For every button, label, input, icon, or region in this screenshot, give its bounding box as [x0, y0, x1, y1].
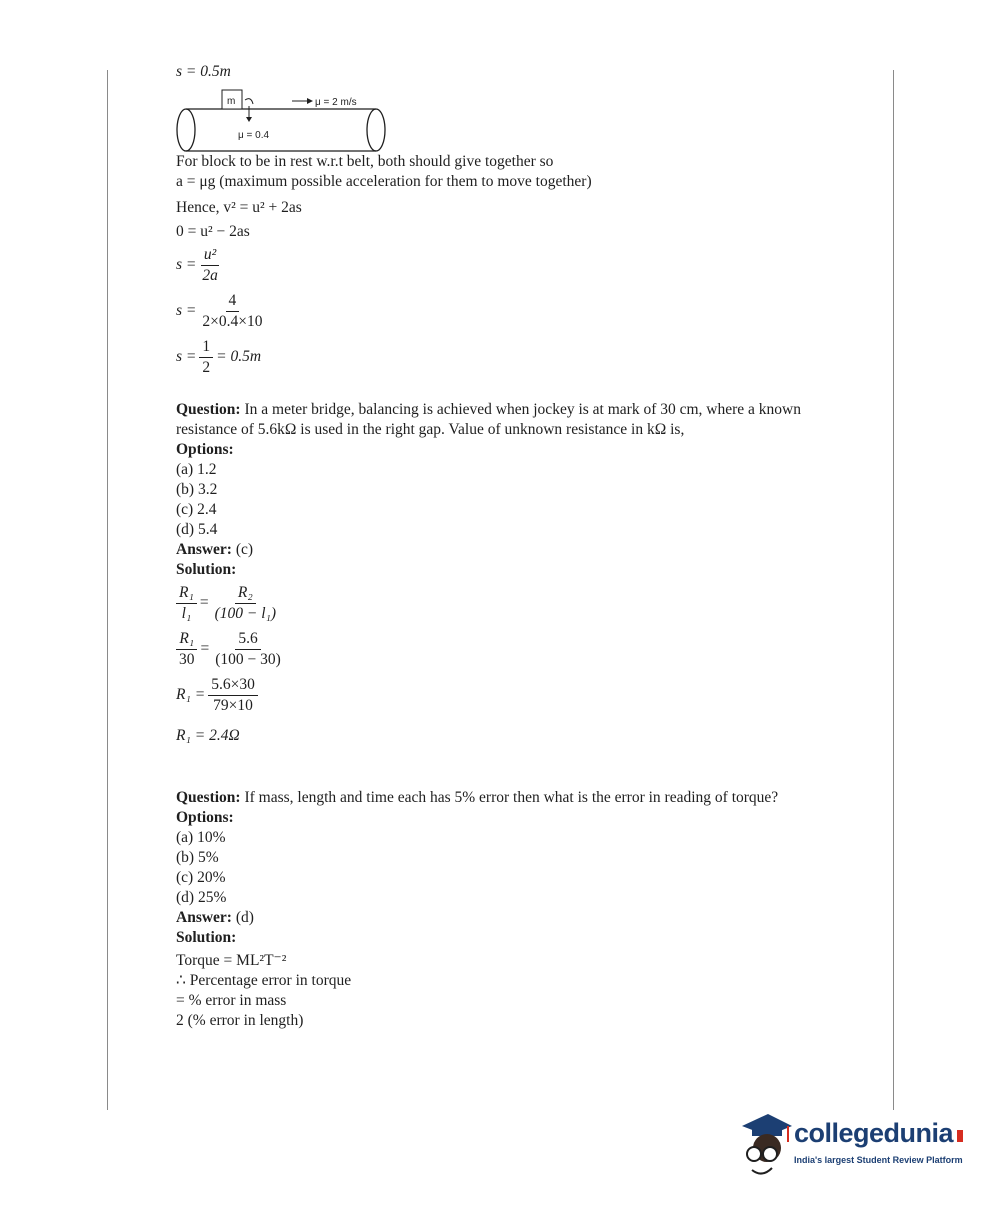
denominator: (100 − l₁)	[214, 604, 277, 622]
answer-line	[176, 540, 836, 560]
option-c: (c) 2.4	[176, 501, 217, 518]
option-c: (c) 20%	[176, 869, 226, 886]
percentage-error-line: ∴ Percentage error in torque	[176, 972, 352, 989]
resistance-calculation	[176, 672, 836, 718]
option-d: (d) 25%	[176, 889, 227, 906]
option-b: (b) 5%	[176, 849, 219, 866]
mass-label: m	[227, 96, 236, 107]
numerator: 5.6	[235, 629, 260, 650]
fraction	[176, 629, 198, 670]
distance-result	[176, 334, 836, 380]
answer-line	[176, 908, 836, 928]
fraction	[199, 291, 265, 332]
denominator: 79×10	[213, 696, 253, 714]
fraction	[212, 583, 279, 624]
options-label: Options:	[176, 441, 234, 458]
question-torque-error	[176, 788, 796, 808]
option-d: (d) 5.4	[176, 521, 218, 538]
bridge-substitution	[176, 626, 836, 672]
right-margin-line	[893, 70, 894, 1110]
eq-rhs: = 0.5m	[216, 348, 262, 365]
numerator: u²	[201, 245, 219, 266]
graduate-mascot-icon	[738, 1108, 794, 1180]
fraction	[208, 675, 258, 716]
error-in-mass-line: = % error in mass	[176, 992, 287, 1009]
collegedunia-logo	[738, 1108, 968, 1180]
denominator: 2×0.4×10	[202, 312, 263, 330]
numerator: 5.6×30	[208, 675, 258, 696]
max-acceleration-line: a = μg (maximum possible acceleration for them to move together)	[176, 173, 592, 190]
numerator: R₂	[235, 583, 256, 604]
denominator: 2a	[202, 266, 218, 284]
denominator: 2	[202, 358, 211, 376]
distance-equation: s = 0.5m	[176, 63, 231, 80]
equals-sign: =	[200, 640, 210, 657]
fraction	[199, 245, 221, 286]
logo-accent-dot	[957, 1130, 963, 1142]
left-margin-line	[107, 70, 108, 1110]
friction-label: μ = 0.4	[238, 130, 270, 141]
solution-label: Solution:	[176, 561, 237, 578]
numerator: R₁	[176, 583, 197, 604]
logo-tagline: India's largest Student Review Platform	[794, 1155, 963, 1165]
logo-wordmark: collegedunia	[794, 1118, 954, 1148]
option-a: (a) 1.2	[176, 461, 217, 478]
solution-label: Solution:	[176, 929, 237, 946]
eq-lhs: s =	[176, 302, 197, 319]
eq-lhs: s =	[176, 348, 197, 365]
fraction	[212, 629, 284, 670]
resistance-result: R₁ = 2.4Ω	[176, 727, 240, 744]
eq-lhs: R₁ =	[176, 686, 206, 703]
kinematics-rearranged: 0 = u² − 2as	[176, 223, 250, 240]
belt-rest-statement: For block to be in rest w.r.t belt, both should give together so	[176, 153, 554, 170]
option-a: (a) 10%	[176, 829, 226, 846]
question-label: Question:	[176, 401, 241, 418]
denominator: 30	[179, 650, 195, 668]
question-meter-bridge	[176, 400, 836, 440]
numerator: R₁	[176, 629, 197, 650]
question-text: If mass, length and time each has 5% error then what is the error in reading of torque?	[240, 789, 779, 806]
answer-value: (c)	[231, 541, 254, 558]
answer-label: Answer:	[176, 541, 232, 558]
fraction	[199, 337, 213, 378]
fraction	[176, 583, 197, 624]
distance-formula	[176, 242, 836, 288]
page-content	[176, 62, 836, 1031]
option-b: (b) 3.2	[176, 481, 218, 498]
numerator: 4	[226, 291, 240, 312]
answer-label: Answer:	[176, 909, 232, 926]
bridge-ratio-equation	[176, 580, 836, 626]
torque-dimension: Torque = ML²T⁻²	[176, 952, 287, 969]
question-label: Question:	[176, 789, 241, 806]
question-text: In a meter bridge, balancing is achieved when jockey is at mark of 30 cm, where a known resistance of 5.6kΩ is used in the right gap. Value of unknown resistance in kΩ is,	[176, 401, 801, 438]
velocity-label: μ = 2 m/s	[315, 97, 357, 108]
answer-value: (d)	[231, 909, 254, 926]
numerator: 1	[199, 337, 213, 358]
equals-sign: =	[199, 594, 209, 611]
distance-substitution	[176, 288, 836, 334]
denominator: (100 − 30)	[215, 650, 281, 668]
options-label: Options:	[176, 809, 234, 826]
kinematics-equation: Hence, v² = u² + 2as	[176, 199, 302, 216]
error-in-length-line: 2 (% error in length)	[176, 1012, 304, 1029]
denominator: l₁	[181, 604, 192, 622]
eq-lhs: s =	[176, 256, 197, 273]
